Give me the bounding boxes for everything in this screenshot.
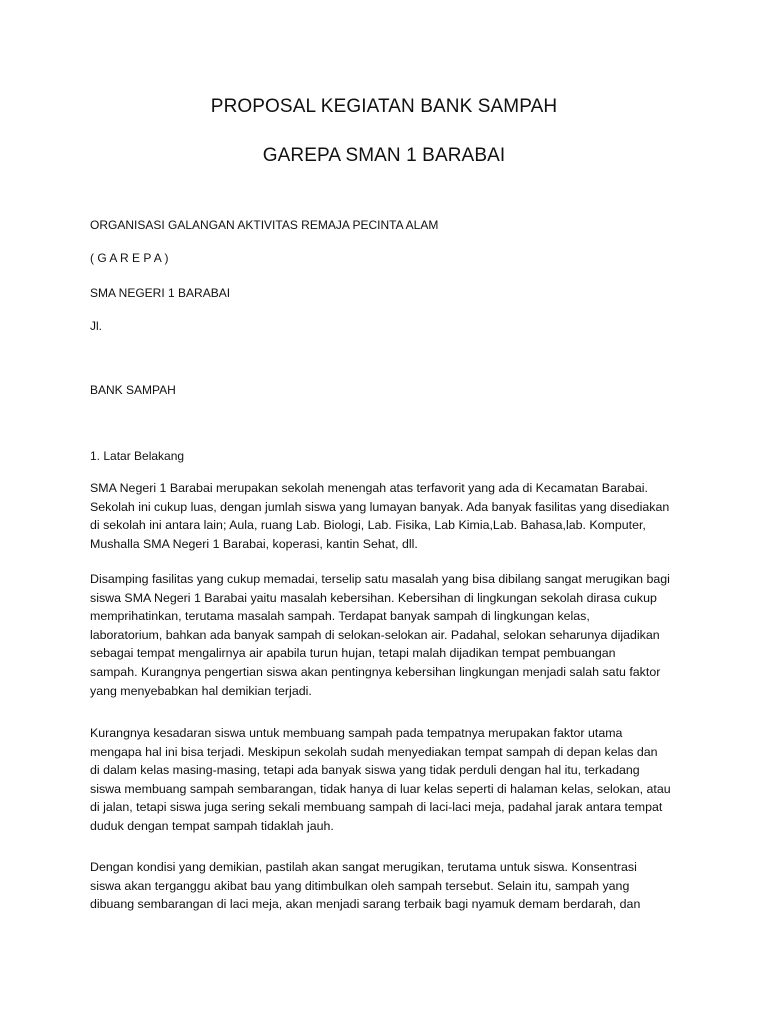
section-heading: 1. Latar Belakang [90, 449, 185, 463]
paragraph-line: sebagai tempat mengalirnya air apabila turun hujan, tetapi malah dijadikan tempat pembuangan [90, 646, 616, 661]
paragraph-line: sampah. Kurangnya pengertian siswa akan pentingnya kebersihan lingkungan menjadi salah satu faktor [90, 664, 661, 679]
paragraph-1 [90, 479, 680, 553]
paragraph-line: Kurangnya kesadaran siswa untuk membuang sampah pada tempatnya merupakan faktor utama [90, 726, 623, 740]
topic-heading: BANK SAMPAH [90, 383, 176, 397]
organization-abbreviation: ( G A R E P A ) [90, 251, 169, 265]
school-address: Jl. [90, 319, 102, 333]
paragraph-line: siswa membuang sampah sembarangan, tidak hanya di luar kelas seperti di halaman kelas, selokan, atau [90, 781, 671, 796]
paragraph-3 [90, 724, 680, 836]
document-title: PROPOSAL KEGIATAN BANK SAMPAH [210, 96, 558, 117]
paragraph-2 [90, 570, 680, 700]
paragraph-line: SMA Negeri 1 Barabai merupakan sekolah menengah atas terfavorit yang ada di Kecamatan Barabai. [90, 481, 648, 495]
paragraph-line: Mushalla SMA Negeri 1 Barabai, koperasi, kantin Sehat, dll. [90, 536, 418, 551]
paragraph-line: di sekolah ini antara lain; Aula, ruang Lab. Biologi, Lab. Fisika, Lab Kimia,Lab. Bahasa,lab. Komputer, [90, 518, 646, 533]
paragraph-line: Dengan kondisi yang demikian, pastilah akan sangat merugikan, terutama untuk siswa. Konsentrasi [90, 860, 637, 874]
paragraph-line: memprihatinkan, terutama masalah sampah. Terdapat banyak sampah di lingkungan kelas, [90, 609, 590, 624]
paragraph-line: siswa akan terganggu akibat bau yang ditimbulkan oleh sampah tersebut. Selain itu, sampah yang [90, 878, 630, 893]
paragraph-line: duduk dengan tempat sampah tidaklah jauh. [90, 818, 334, 833]
school-name: SMA NEGERI 1 BARABAI [90, 286, 231, 300]
paragraph-line: di jalan, tetapi siswa juga sering sekali membuang sampah di laci-laci meja, padahal jarak antara tempat [90, 800, 663, 815]
paragraph-line: laboratorium, bahkan ada banyak sampah di selokan-selokan air. Padahal, selokan seharunya dijadikan [90, 627, 660, 642]
paragraph-line: Disamping fasilitas yang cukup memadai, terselip satu masalah yang bisa dibilang sangat merugikan bagi [90, 572, 670, 586]
paragraph-line: di dalam kelas masing-masing, tetapi ada banyak siswa yang tidak perduli dengan hal itu, terkadang [90, 763, 640, 778]
paragraph-line: siswa SMA Negeri 1 Barabai yaitu masalah kebersihan. Kebersihan di lingkungan sekolah dirasa cukup [90, 590, 657, 605]
paragraph-line: dibuang sembarangan di laci meja, akan menjadi sarang terbaik bagi nyamuk demam berdarah, dan [90, 897, 641, 912]
organization-name: ORGANISASI GALANGAN AKTIVITAS REMAJA PECINTA ALAM [90, 218, 439, 232]
paragraph-line: yang menyebabkan hal demikian terjadi. [90, 683, 312, 698]
paragraph-4 [90, 858, 680, 914]
document-subtitle: GAREPA SMAN 1 BARABAI [262, 145, 506, 166]
paragraph-line: Sekolah ini cukup luas, dengan jumlah siswa yang lumayan banyak. Ada banyak fasilitas yang disediakan [90, 499, 670, 514]
paragraph-line: mengapa hal ini bisa terjadi. Meskipun sekolah sudah menyediakan tempat sampah di depan kelas dan [90, 744, 658, 759]
